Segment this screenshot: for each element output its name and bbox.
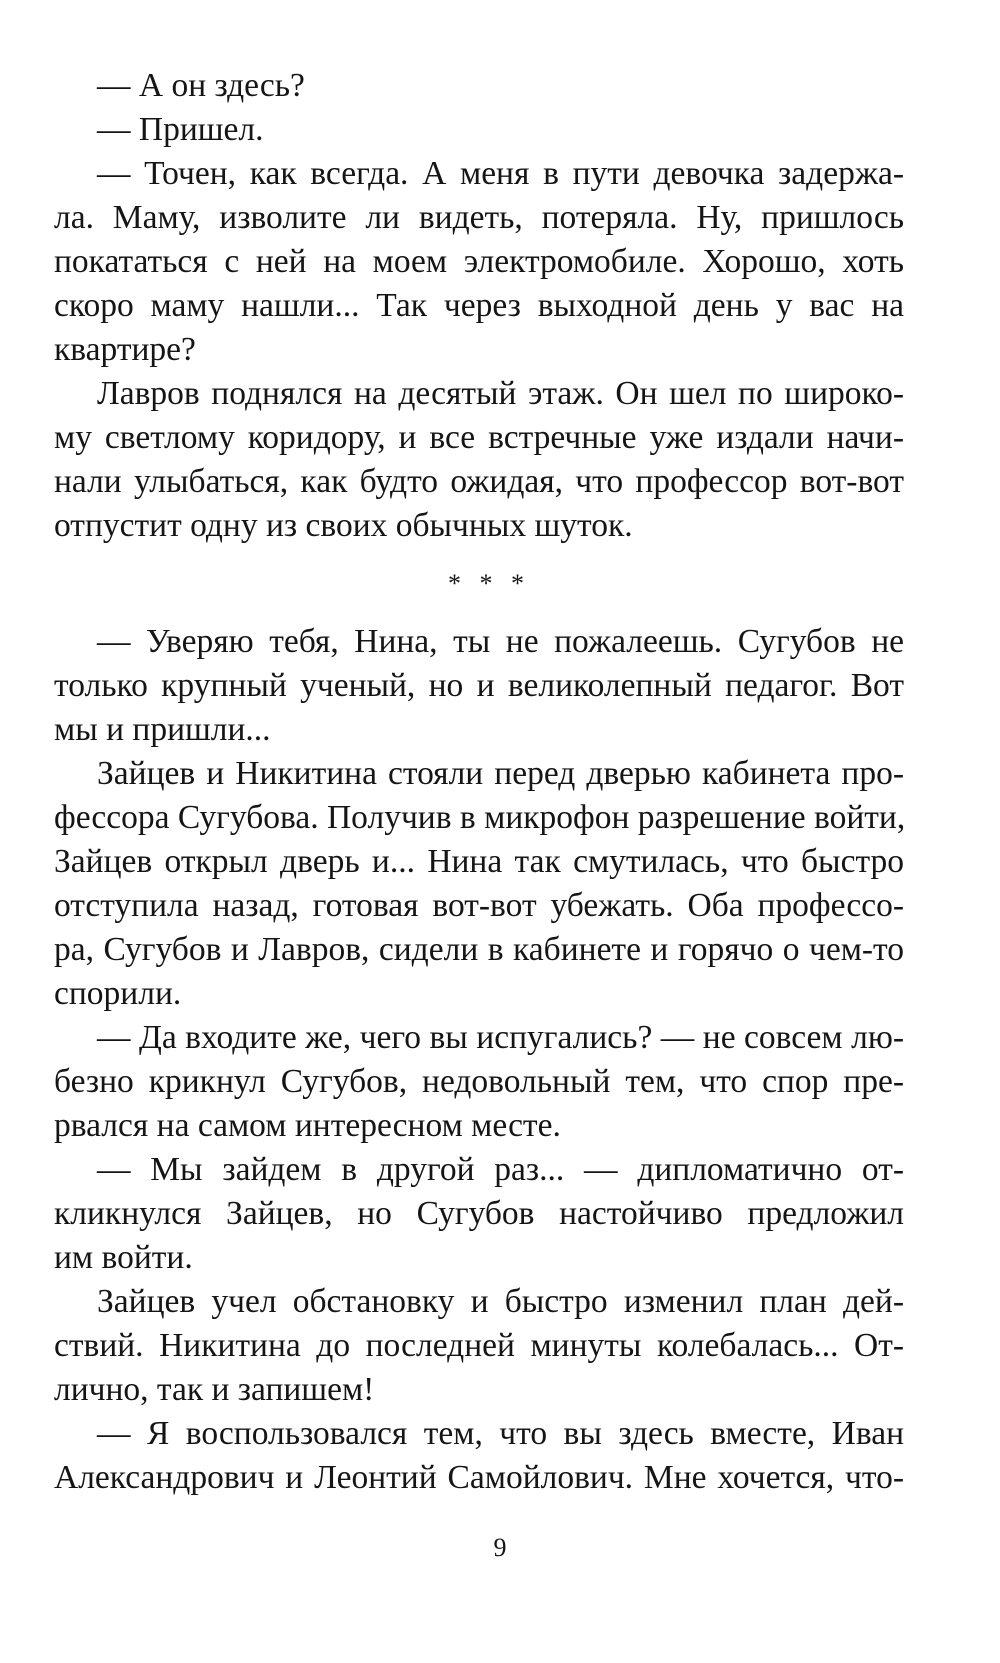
text-line: безно крикнул Сугубов, недовольный тем, что спор пре- xyxy=(54,1063,904,1100)
text-line: ра, Сугубов и Лавров, сидели в кабинете и горячо о чем-то xyxy=(54,931,904,968)
text-line: спорили. xyxy=(54,975,182,1012)
text-line: покататься с ней на моем электромобиле. Хорошо, хоть xyxy=(54,243,904,280)
text-line: скоро маму нашли... Так через выходной день у вас на xyxy=(54,287,904,324)
page-number: 9 xyxy=(493,1533,507,1562)
text-line: нали улыбаться, как будто ожидая, что профессор вот-вот xyxy=(54,463,904,500)
text-line: Зайцев открыл дверь и... Нина так смутилась, что быстро xyxy=(54,843,904,880)
text-line: му светлому коридору, и все встречные уже издали начи- xyxy=(54,419,904,456)
text-line: отпустит одну из своих обычных шуток. xyxy=(54,507,633,544)
text-line: им войти. xyxy=(54,1239,193,1276)
text-line: Александрович и Леонтий Самойлович. Мне хочется, что- xyxy=(54,1459,904,1496)
text-line: Зайцев и Никитина стояли перед дверью кабинета про- xyxy=(97,755,904,792)
text-line: Лавров поднялся на десятый этаж. Он шел по широко- xyxy=(97,375,904,412)
text-line: квартире? xyxy=(54,331,196,368)
text-line: Зайцев учел обстановку и быстро изменил план дей- xyxy=(97,1283,904,1320)
text-line: фессора Сугубова. Получив в микрофон разрешение войти, xyxy=(54,799,906,836)
text-line: только крупный ученый, но и великолепный педагог. Вот xyxy=(54,667,904,704)
text-line: — Я воспользовался тем, что вы здесь вместе, Иван xyxy=(97,1415,904,1452)
page-text xyxy=(54,64,904,1500)
text-line: — Да входите же, чего вы испугались? — не совсем лю- xyxy=(97,1019,904,1056)
text-line: — Мы зайдем в другой раз... — дипломатично от- xyxy=(97,1151,904,1188)
text-line: лично, так и запишем! xyxy=(54,1371,375,1408)
section-separator: * * * xyxy=(448,569,530,598)
text-line: отступила назад, готовая вот-вот убежать. Оба профессо- xyxy=(54,887,904,924)
text-line: ствий. Никитина до последней минуты колебалась... От- xyxy=(54,1327,904,1364)
text-line: — Пришел. xyxy=(97,111,264,148)
text-line: кликнулся Зайцев, но Сугубов настойчиво предложил xyxy=(54,1195,904,1232)
text-line: ла. Маму, изволите ли видеть, потеряла. Ну, пришлось xyxy=(54,199,904,236)
text-line: мы и пришли... xyxy=(54,711,271,748)
text-line: — Точен, как всегда. А меня в пути девочка задержа- xyxy=(97,155,904,192)
text-line: — А он здесь? xyxy=(97,67,305,104)
text-line: — Уверяю тебя, Нина, ты не пожалеешь. Сугубов не xyxy=(97,623,904,660)
text-line: рвался на самом интересном месте. xyxy=(54,1107,561,1144)
